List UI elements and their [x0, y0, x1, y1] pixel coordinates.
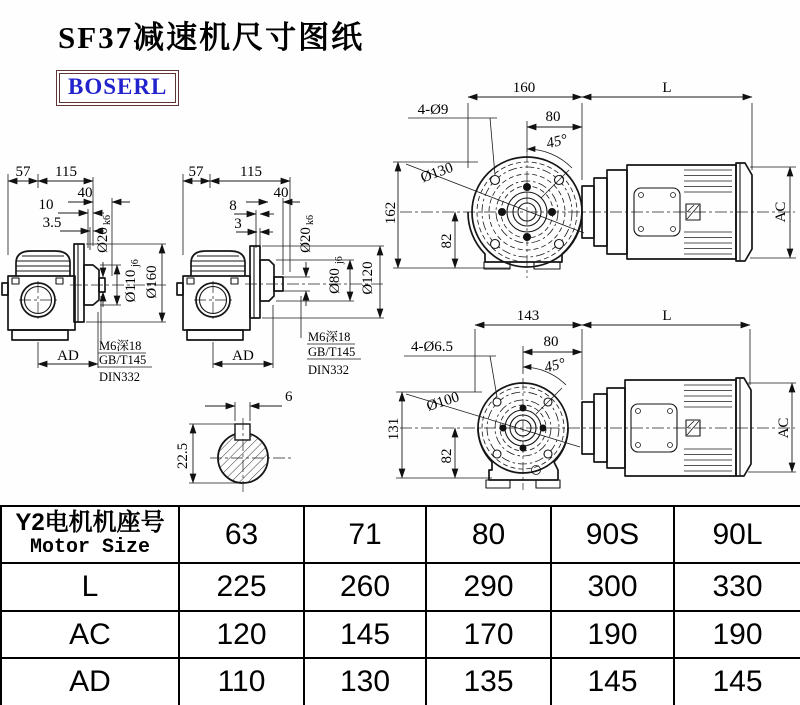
- dim-40-label: 40: [273, 185, 289, 201]
- tap-note-2: GB/T145: [308, 345, 356, 359]
- dim-3-label: 3: [234, 216, 242, 232]
- header-size-90s: 90S: [551, 506, 674, 563]
- cell-AD-80: 135: [426, 658, 551, 705]
- cell-AD-90s: 145: [551, 658, 674, 705]
- svg-text:k6: k6: [305, 215, 316, 225]
- cell-AD-71: 130: [304, 658, 426, 705]
- tap-note-2: GB/T145: [99, 353, 147, 367]
- dim-57-label: 57: [15, 164, 31, 180]
- side-view-flange-160: [2, 164, 168, 384]
- page-title: SF37减速机尺寸图纸: [58, 20, 365, 55]
- dim-8-label: 8: [229, 198, 237, 214]
- cell-AC-90s: 190: [551, 611, 674, 658]
- cell-L-71: 260: [304, 563, 426, 611]
- tap-note-1: M6深18: [99, 339, 142, 353]
- flange-dia-label: [360, 261, 376, 294]
- dim-131-label: [386, 418, 402, 441]
- svg-text:22.5: 22.5: [175, 442, 191, 470]
- side-view-flange-120: [177, 164, 385, 377]
- shaft-dia-label: [95, 215, 113, 253]
- dim-82-label: [439, 234, 455, 249]
- cell-L-80: 290: [426, 563, 551, 611]
- dim-80-label: 80: [543, 334, 559, 350]
- hub-dia-label: [327, 256, 345, 294]
- svg-text:82: 82: [439, 448, 455, 464]
- table-row: [1, 563, 800, 611]
- header-size-80: 80: [426, 506, 551, 563]
- cell-AD-90l: 145: [674, 658, 800, 705]
- dim-143-label: 143: [516, 308, 540, 324]
- svg-text:Ø160: Ø160: [144, 265, 160, 299]
- dim-80-label: 80: [545, 109, 561, 125]
- dim-115-label: 115: [240, 164, 262, 180]
- holes-label: 4-Ø6.5: [410, 339, 454, 355]
- assembly-view-bottom: [386, 308, 796, 490]
- table-row: [1, 658, 800, 705]
- holes-label: 4-Ø9: [417, 102, 449, 118]
- shaft-dia-label: [298, 215, 316, 253]
- svg-text:162: 162: [383, 201, 399, 225]
- svg-text:45°: 45°: [542, 355, 568, 377]
- dim-ac-label: [776, 418, 792, 439]
- dim-l-label: L: [662, 308, 672, 324]
- bolt-circle-label: [425, 389, 462, 415]
- cell-L-63: 225: [179, 563, 304, 611]
- svg-text:j6: j6: [130, 259, 141, 267]
- dim-82-label: [439, 449, 455, 464]
- bolt-circle-label: [419, 160, 456, 186]
- shaft-cross-section: [175, 389, 293, 492]
- dim-10-label: 10: [38, 197, 54, 213]
- cell-L-90l: 330: [674, 563, 800, 611]
- table-row: [1, 611, 800, 658]
- header-motor-size-en: Motor Size: [29, 535, 151, 559]
- header-size-90l: 90L: [674, 506, 800, 563]
- cell-AC-90l: 190: [674, 611, 800, 658]
- header-size-63: 63: [179, 506, 304, 563]
- dim-162-label: [383, 202, 399, 225]
- table-header-row: [1, 506, 800, 563]
- svg-text:Ø20: Ø20: [298, 227, 314, 253]
- svg-text:AC: AC: [773, 201, 789, 223]
- tap-note-1: M6深18: [308, 330, 351, 344]
- dim-ac-label: [773, 202, 789, 223]
- tap-note-3: DIN332: [308, 363, 349, 377]
- svg-text:j6: j6: [334, 256, 345, 264]
- svg-text:82: 82: [439, 233, 455, 249]
- svg-text:Ø100: Ø100: [424, 389, 462, 415]
- svg-text:Ø120: Ø120: [360, 261, 376, 295]
- header-motor-size-cn: Y2电机机座号: [15, 509, 165, 537]
- key-width-label: 6: [285, 389, 293, 405]
- cell-AD-63: 110: [179, 658, 304, 705]
- tap-note-3: DIN332: [99, 370, 140, 384]
- svg-text:131: 131: [386, 417, 402, 441]
- svg-text:AC: AC: [776, 417, 792, 439]
- header-motor-size: [1, 506, 179, 563]
- cell-L-90s: 300: [551, 563, 674, 611]
- cell-AC-71: 145: [304, 611, 426, 658]
- dim-l-label: L: [662, 80, 672, 96]
- svg-text:Ø110: Ø110: [123, 269, 139, 303]
- dim-3-5-label: 3.5: [42, 215, 62, 231]
- dim-115-label: 115: [55, 164, 77, 180]
- assembly-view-top: [383, 80, 796, 278]
- header-size-71: 71: [304, 506, 426, 563]
- dim-ad-label: AD: [232, 348, 254, 364]
- cell-AC-80: 170: [426, 611, 551, 658]
- dim-160-label: 160: [512, 80, 536, 96]
- svg-text:Ø130: Ø130: [418, 159, 456, 187]
- svg-text:45°: 45°: [544, 131, 570, 153]
- svg-text:k6: k6: [102, 215, 113, 225]
- row-label-L: L: [1, 563, 179, 611]
- dim-40-label: 40: [77, 185, 93, 201]
- dim-ad-label: AD: [57, 348, 79, 364]
- hub-dia-label: [123, 259, 141, 302]
- flange-dia-label: [144, 265, 160, 298]
- angle-45-label: [545, 132, 569, 153]
- svg-text:Ø80: Ø80: [327, 268, 343, 294]
- dim-57-label: 57: [188, 164, 204, 180]
- brand-logo-text: BOSERL: [68, 74, 168, 99]
- row-label-AC: AC: [1, 611, 179, 658]
- dimension-table: [0, 505, 800, 705]
- row-label-AD: AD: [1, 658, 179, 705]
- cell-AC-63: 120: [179, 611, 304, 658]
- svg-text:Ø20: Ø20: [95, 227, 111, 253]
- angle-45-label: [543, 356, 567, 377]
- key-depth-label: [175, 443, 191, 469]
